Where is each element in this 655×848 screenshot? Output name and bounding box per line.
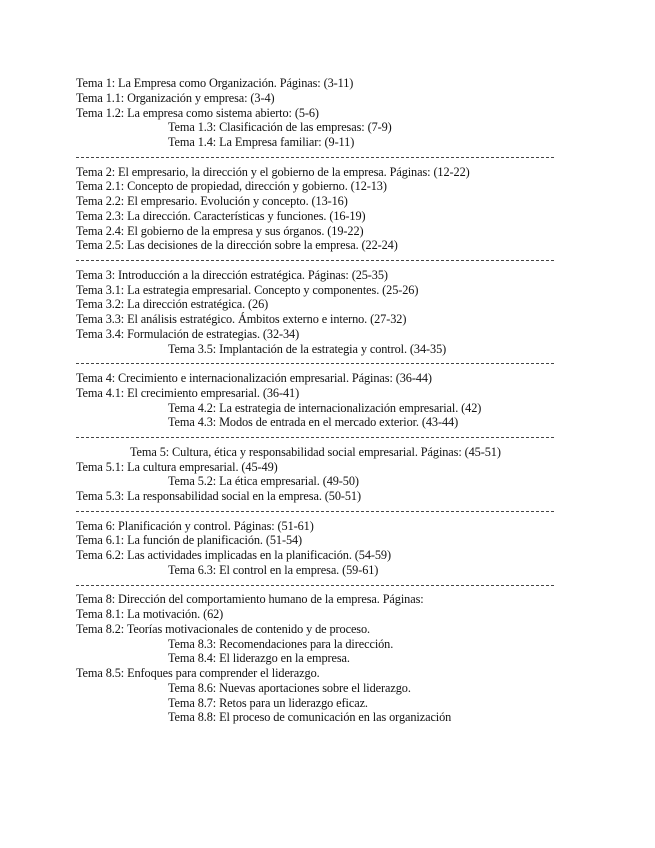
subtopic-line: Tema 3.5: Implantación de la estrategia y control. (34-35)	[168, 341, 447, 356]
topic-heading: Tema 8: Dirección del comportamiento humano de la empresa. Páginas:	[76, 592, 424, 607]
subtopic-line: Tema 3.3: El análisis estratégico. Ámbitos externo e interno. (27-32)	[76, 312, 407, 326]
subtopic-line: Tema 8.1: La motivación. (62)	[76, 607, 224, 621]
topic-heading: Tema 6: Planificación y control. Páginas: (51-61)	[76, 518, 314, 533]
subtopic-line: Tema 2.3: La dirección. Características y funciones. (16-19)	[76, 208, 366, 223]
subtopic-line: Tema 1.3: Clasificación de las empresas: (7-9)	[168, 120, 392, 135]
subtopic-line: Tema 8.2: Teorías motivacionales de contenido y de proceso.	[76, 621, 371, 636]
subtopic-line: Tema 8.5: Enfoques para comprender el liderazgo.	[76, 666, 320, 680]
topic-heading: Tema 1: La Empresa como Organización. Páginas: (3-11)	[76, 76, 354, 90]
subtopic-line: Tema 8.7: Retos para un liderazgo eficaz.	[168, 695, 368, 710]
subtopic-line: Tema 1.4: La Empresa familiar: (9-11)	[168, 135, 355, 149]
topic-heading: Tema 2: El empresario, la dirección y el gobierno de la empresa. Páginas: (12-22)	[76, 164, 470, 179]
subtopic-line: Tema 3.4: Formulación de estrategias. (32-34)	[76, 326, 300, 341]
subtopic-line: Tema 8.8: El proceso de comunicación en las organización	[168, 710, 452, 725]
subtopic-line: Tema 1.1: Organización y empresa: (3-4)	[76, 90, 275, 105]
topic-heading: Tema 5: Cultura, ética y responsabilidad social empresarial. Páginas: (45-51)	[130, 444, 501, 459]
subtopic-line: Tema 5.3: La responsabilidad social en la empresa. (50-51)	[76, 489, 361, 503]
subtopic-line: Tema 3.2: La dirección estratégica. (26)	[76, 297, 269, 312]
subtopic-line: Tema 2.2: El empresario. Evolución y concepto. (13-16)	[76, 194, 348, 208]
dashed-separator	[76, 253, 554, 268]
subtopic-line: Tema 2.1: Concepto de propiedad, dirección y gobierno. (12-13)	[76, 179, 387, 194]
dashed-separator	[76, 578, 554, 593]
subtopic-line: Tema 8.3: Recomendaciones para la dirección.	[168, 636, 394, 651]
document-page	[76, 76, 554, 725]
topic-heading: Tema 4: Crecimiento e internacionalización empresarial. Páginas: (36-44)	[76, 371, 432, 385]
dashed-separator	[76, 150, 554, 165]
dashed-separator	[76, 430, 554, 445]
subtopic-line: Tema 5.1: La cultura empresarial. (45-49)	[76, 459, 278, 474]
subtopic-line: Tema 2.4: El gobierno de la empresa y sus órganos. (19-22)	[76, 223, 364, 238]
subtopic-line: Tema 4.3: Modos de entrada en el mercado exterior. (43-44)	[168, 415, 459, 430]
dashed-separator	[76, 504, 554, 519]
subtopic-line: Tema 8.4: El liderazgo en la empresa.	[168, 651, 350, 666]
subtopic-line: Tema 6.3: El control en la empresa. (59-61)	[168, 562, 379, 577]
subtopic-line: Tema 3.1: La estrategia empresarial. Concepto y componentes. (25-26)	[76, 282, 419, 297]
subtopic-line: Tema 4.2: La estrategia de internacionalización empresarial. (42)	[168, 400, 482, 415]
subtopic-line: Tema 2.5: Las decisiones de la dirección sobre la empresa. (22-24)	[76, 238, 398, 253]
subtopic-line: Tema 1.2: La empresa como sistema abierto: (5-6)	[76, 105, 319, 120]
dashed-separator	[76, 356, 554, 371]
subtopic-line: Tema 6.2: Las actividades implicadas en la planificación. (54-59)	[76, 548, 391, 562]
subtopic-line: Tema 5.2: La ética empresarial. (49-50)	[168, 474, 359, 489]
subtopic-line: Tema 4.1: El crecimiento empresarial. (36-41)	[76, 385, 300, 400]
topic-heading: Tema 3: Introducción a la dirección estratégica. Páginas: (25-35)	[76, 267, 388, 282]
subtopic-line: Tema 6.1: La función de planificación. (51-54)	[76, 533, 303, 548]
subtopic-line: Tema 8.6: Nuevas aportaciones sobre el liderazgo.	[168, 680, 411, 695]
